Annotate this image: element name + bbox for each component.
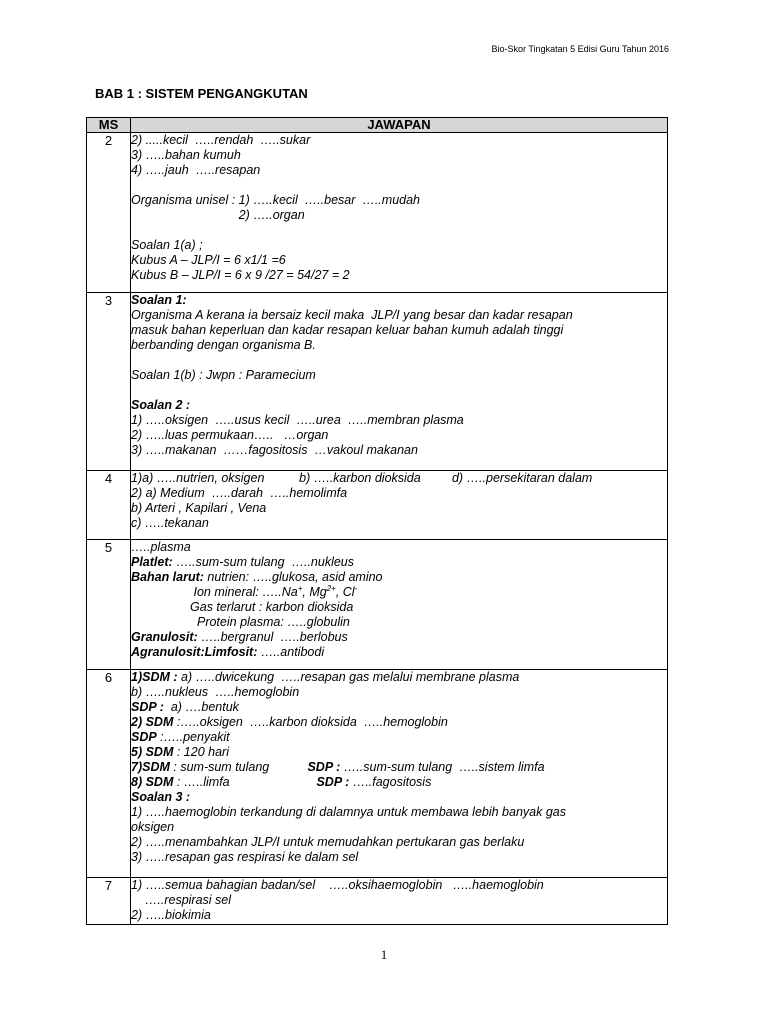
answer-line: berbanding dengan organisma B. bbox=[131, 338, 316, 352]
table-row bbox=[87, 540, 668, 670]
term-text: a) ….bentuk bbox=[163, 700, 239, 714]
answer-line bbox=[131, 730, 667, 745]
term-label: SDP : bbox=[131, 700, 164, 714]
answer-line: 2) …..organ bbox=[131, 208, 305, 222]
term-text: …..fagositosis bbox=[349, 775, 432, 789]
column-header-ms: MS bbox=[87, 118, 131, 133]
answer-cell bbox=[131, 670, 668, 878]
term-text: …..sum-sum tulang …..sistem limfa bbox=[340, 760, 545, 774]
term-text: : …..limfa bbox=[173, 775, 317, 789]
term-label: 1)SDM : bbox=[131, 670, 178, 684]
superscript: - bbox=[354, 583, 358, 593]
answer-line bbox=[131, 715, 667, 730]
term-label: Agranulosit:Limfosit: bbox=[131, 645, 258, 659]
term-label: 2) SDM bbox=[131, 715, 174, 729]
answer-line: Gas terlarut : karbon dioksida bbox=[131, 600, 354, 614]
answer-cell bbox=[131, 878, 668, 925]
answer-line: 2) .....kecil …..rendah …..sukar bbox=[131, 133, 311, 147]
answer-line bbox=[131, 645, 667, 660]
table-row bbox=[87, 471, 668, 540]
term-text: nutrien: …..glukosa, asid amino bbox=[203, 570, 383, 584]
answer-line: Soalan 1(a) ; bbox=[131, 238, 203, 252]
table-header-row bbox=[87, 118, 668, 133]
page-ref: 5 bbox=[87, 540, 131, 670]
term-text: …..antibodi bbox=[257, 645, 325, 659]
term-text: : 120 hari bbox=[173, 745, 229, 759]
term-label: Platlet: bbox=[131, 555, 173, 569]
question-heading: Soalan 1: bbox=[131, 293, 187, 307]
answer-line: Organisma A kerana ia bersaiz kecil maka JLP/I yang besar dan kadar resapan bbox=[131, 308, 573, 322]
answer-line bbox=[131, 745, 667, 760]
table-row bbox=[87, 133, 668, 293]
answer-line bbox=[131, 700, 667, 715]
term-text: : sum-sum tulang bbox=[169, 760, 308, 774]
answer-table bbox=[86, 117, 668, 925]
answer-line bbox=[131, 760, 667, 775]
term-label: Bahan larut: bbox=[131, 570, 204, 584]
answer-line bbox=[131, 670, 667, 685]
answer-line: 2) a) Medium …..darah …..hemolimfa bbox=[131, 486, 348, 500]
term-text: , Cl bbox=[335, 585, 355, 599]
answer-line bbox=[131, 775, 667, 790]
page-ref: 2 bbox=[87, 133, 131, 293]
superscript: + bbox=[297, 583, 303, 593]
answer-line: 1) …..haemoglobin terkandung di dalamnya untuk membawa lebih banyak gas bbox=[131, 805, 566, 819]
superscript: 2+ bbox=[326, 583, 336, 593]
question-heading: Soalan 3 : bbox=[131, 790, 191, 804]
term-label: 5) SDM bbox=[131, 745, 174, 759]
answer-line: b) …..nukleus …..hemoglobin bbox=[131, 685, 300, 699]
page-number: 1 bbox=[380, 947, 388, 962]
answer-line: 3) …..resapan gas respirasi ke dalam sel bbox=[131, 850, 359, 864]
term-text: …..bergranul …..berlobus bbox=[197, 630, 348, 644]
page-ref: 3 bbox=[87, 293, 131, 471]
answer-line: 1) …..oksigen …..usus kecil …..urea …..membran plasma bbox=[131, 413, 464, 427]
answer-line: 2) …..luas permukaan….. …organ bbox=[131, 428, 329, 442]
page-ref: 6 bbox=[87, 670, 131, 878]
answer-line: 2) …..biokimia bbox=[131, 908, 211, 922]
term-label: 8) SDM bbox=[131, 775, 174, 789]
term-text: :…..penyakit bbox=[156, 730, 230, 744]
answer-line: Kubus A – JLP/I = 6 x1/1 =6 bbox=[131, 253, 286, 267]
answer-line: 1)a) …..nutrien, oksigen b) …..karbon dioksida d) …..persekitaran dalam bbox=[131, 471, 593, 485]
answer-line: Soalan 1(b) : Jwpn : Paramecium bbox=[131, 368, 316, 382]
term-label: 7)SDM bbox=[131, 760, 170, 774]
answer-line bbox=[131, 570, 667, 585]
answer-line: 3) …..bahan kumuh bbox=[131, 148, 241, 162]
answer-line: Protein plasma: …..globulin bbox=[131, 615, 350, 629]
answer-line: Organisma unisel : 1) …..kecil …..besar …..mudah bbox=[131, 193, 420, 207]
term-text: :…..oksigen …..karbon dioksida …..hemoglobin bbox=[173, 715, 448, 729]
column-header-answer: JAWAPAN bbox=[131, 118, 668, 133]
answer-line: 1) …..semua bahagian badan/sel …..oksihaemoglobin …..haemoglobin bbox=[131, 878, 544, 892]
running-header: Bio-Skor Tingkatan 5 Edisi Guru Tahun 2016 bbox=[491, 44, 669, 54]
answer-line: …..respirasi sel bbox=[131, 893, 232, 907]
answer-line: …..plasma bbox=[131, 540, 191, 554]
table-row bbox=[87, 878, 668, 925]
answer-cell bbox=[131, 293, 668, 471]
term-text: Ion mineral: …..Na bbox=[131, 585, 298, 599]
answer-line: 4) …..jauh …..resapan bbox=[131, 163, 261, 177]
answer-line: oksigen bbox=[131, 820, 175, 834]
answer-line: c) …..tekanan bbox=[131, 516, 209, 530]
chapter-title: BAB 1 : SISTEM PENGANGKUTAN bbox=[95, 86, 308, 101]
answer-line: 3) …..makanan ……fagositosis …vakoul makanan bbox=[131, 443, 418, 457]
answer-line bbox=[131, 555, 667, 570]
term-label: SDP bbox=[131, 730, 157, 744]
term-text: a) …..dwicekung …..resapan gas melalui membrane plasma bbox=[177, 670, 520, 684]
term-text: …..sum-sum tulang …..nukleus bbox=[172, 555, 355, 569]
question-heading: Soalan 2 : bbox=[131, 398, 191, 412]
answer-line: b) Arteri , Kapilari , Vena bbox=[131, 501, 267, 515]
term-label: Granulosit: bbox=[131, 630, 198, 644]
term-label: SDP : bbox=[307, 760, 341, 774]
answer-line: masuk bahan keperluan dan kadar resapan keluar bahan kumuh adalah tinggi bbox=[131, 323, 564, 337]
answer-line: 2) …..menambahkan JLP/I untuk memudahkan pertukaran gas berlaku bbox=[131, 835, 525, 849]
table-row bbox=[87, 670, 668, 878]
answer-line bbox=[131, 630, 667, 645]
answer-line: Kubus B – JLP/I = 6 x 9 /27 = 54/27 = 2 bbox=[131, 268, 350, 282]
page-ref: 4 bbox=[87, 471, 131, 540]
table-row bbox=[87, 293, 668, 471]
answer-cell bbox=[131, 540, 668, 670]
term-text: , Mg bbox=[302, 585, 327, 599]
answer-line bbox=[131, 585, 667, 600]
term-label: SDP : bbox=[316, 775, 350, 789]
answer-cell bbox=[131, 133, 668, 293]
page-ref: 7 bbox=[87, 878, 131, 925]
answer-cell bbox=[131, 471, 668, 540]
